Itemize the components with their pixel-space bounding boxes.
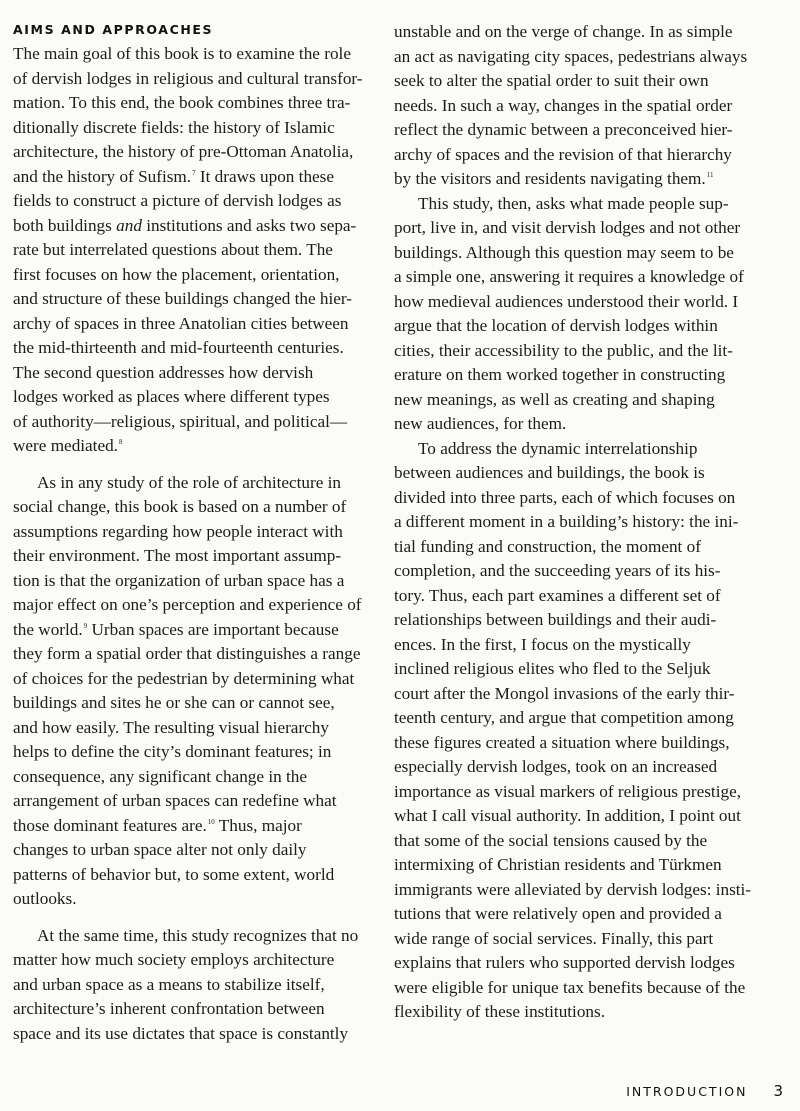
- line-text-after: Thus, major: [214, 815, 302, 835]
- line-text: new meanings, as well as creating and shaping: [394, 389, 715, 409]
- text-line: [394, 314, 786, 339]
- line-text: major effect on one’s perception and experience of: [13, 595, 362, 614]
- text-line: [394, 216, 786, 241]
- text-line: [394, 608, 786, 633]
- line-text: archy of spaces in three Anatolian cities between: [13, 313, 349, 333]
- line-text: The main goal of this book is to examine the role: [13, 44, 351, 63]
- text-line: [13, 495, 378, 520]
- line-text-after: Urban spaces are important because: [87, 619, 339, 639]
- line-text: consequence, any significant change in the: [13, 766, 307, 786]
- text-line: [13, 434, 378, 459]
- line-text: court after the Mongol invasions of the early thir-: [394, 683, 735, 703]
- line-text: matter how much society employs architecture: [13, 950, 335, 969]
- page-footer: [626, 1082, 783, 1100]
- line-text: ditionally discrete fields: the history of Islamic: [13, 117, 335, 137]
- text-line: [13, 789, 378, 814]
- line-text: divided into three parts, each of which focuses on: [394, 487, 736, 507]
- line-text: outlooks.: [13, 889, 77, 908]
- text-line: [13, 716, 378, 741]
- line-text: archy of spaces and the revision of that hierarchy: [394, 144, 732, 164]
- footnote-marker: 11: [706, 171, 714, 180]
- line-text: tion is that the organization of urban space has a: [13, 570, 345, 590]
- footnote-marker: 9: [83, 621, 88, 630]
- line-text-after: It draws upon these: [195, 166, 335, 186]
- line-text: teenth century, and argue that competition among: [394, 708, 734, 727]
- text-line: [13, 471, 378, 496]
- text-line: [394, 976, 786, 1001]
- line-text: and how easily. The resulting visual hierarchy: [13, 717, 329, 737]
- text-line: [394, 143, 786, 168]
- line-text: lodges worked as places where different types: [13, 387, 330, 406]
- footnote-marker: 7: [192, 168, 196, 177]
- line-text: the world.: [13, 619, 83, 639]
- right-column: [394, 20, 786, 1025]
- line-text: ences. In the first, I focus on the mystically: [394, 634, 691, 654]
- line-text: that some of the social tensions caused by the: [394, 830, 708, 850]
- text-line: [394, 951, 786, 976]
- line-text: inclined religious elites who fled to the Seljuk: [394, 659, 711, 678]
- line-text: a different moment in a building’s history: the ini-: [394, 512, 739, 531]
- line-text: rate but interrelated questions about them. The: [13, 240, 333, 259]
- text-line: [13, 1022, 378, 1047]
- text-line: [394, 853, 786, 878]
- line-text: erature on them worked together in constructing: [394, 365, 726, 384]
- paragraph-gap: [13, 912, 378, 924]
- line-text: wide range of social services. Finally, this part: [394, 928, 714, 948]
- text-line: [394, 682, 786, 707]
- text-line: [394, 1000, 786, 1025]
- text-line: [394, 45, 786, 70]
- text-line: [13, 691, 378, 716]
- line-text: space and its use dictates that space is constantly: [13, 1023, 349, 1043]
- line-text: helps to define the city’s dominant features; in: [13, 742, 332, 761]
- running-head: INTRODUCTION: [626, 1084, 748, 1099]
- section-heading: AIMS AND APPROACHES: [13, 22, 214, 37]
- text-line: [394, 902, 786, 927]
- text-line: [394, 584, 786, 609]
- text-line: [13, 948, 378, 973]
- text-line: [394, 878, 786, 903]
- line-text: were mediated.: [13, 436, 118, 455]
- text-line: [394, 192, 786, 217]
- line-text: argue that the location of dervish lodges within: [394, 316, 718, 335]
- line-text: The second question addresses how dervish: [13, 362, 314, 382]
- line-text: reflect the dynamic between a preconceived hier-: [394, 120, 733, 139]
- line-text: first focuses on how the placement, orientation,: [13, 264, 340, 284]
- line-text: port, live in, and visit dervish lodges and not other: [394, 218, 741, 237]
- text-line: [394, 265, 786, 290]
- left-column: [13, 20, 378, 1046]
- line-text: both buildings: [13, 215, 117, 235]
- line-text: patterns of behavior but, to some extent, world: [13, 864, 335, 884]
- text-line: [394, 118, 786, 143]
- text-line: [13, 263, 378, 288]
- text-line: [394, 780, 786, 805]
- text-line: [394, 388, 786, 413]
- text-line: [394, 437, 786, 462]
- text-line: [13, 593, 378, 618]
- paragraph-gap: [13, 459, 378, 471]
- text-line: [13, 997, 378, 1022]
- text-line: [394, 69, 786, 94]
- line-text: architecture, the history of pre-Ottoman Anatolia,: [13, 142, 354, 161]
- line-text: of authority—religious, spiritual, and political—: [13, 411, 348, 431]
- line-text: architecture’s inherent confrontation between: [13, 999, 325, 1018]
- text-line: [394, 706, 786, 731]
- line-text: buildings and sites he or she can or cannot see,: [13, 693, 335, 712]
- line-text: their environment. The most important assump-: [13, 546, 342, 565]
- text-line: [13, 520, 378, 545]
- text-line: [13, 410, 378, 435]
- text-line: [394, 363, 786, 388]
- line-text: and the history of Sufism.: [13, 166, 192, 186]
- text-line: [394, 94, 786, 119]
- line-text: what I call visual authority. In addition, I point out: [394, 806, 741, 825]
- line-text: those dominant features are.: [13, 815, 207, 835]
- line-text-after: institutions and asks two sepa-: [141, 215, 357, 235]
- text-line: [13, 814, 378, 839]
- line-text: especially dervish lodges, took on an increased: [394, 757, 718, 776]
- text-line: [13, 336, 378, 361]
- text-line: [394, 731, 786, 756]
- line-text: seek to alter the spatial order to suit their own: [394, 71, 709, 90]
- line-text: these figures created a situation where buildings,: [394, 732, 730, 752]
- text-line: [394, 657, 786, 682]
- line-text: of choices for the pedestrian by determining what: [13, 668, 355, 688]
- line-text: new audiences, for them.: [394, 414, 567, 433]
- line-text: As in any study of the role of architecture in: [37, 472, 342, 492]
- text-line: [394, 339, 786, 364]
- line-text: To address the dynamic interrelationship: [418, 438, 698, 458]
- line-text: relationships between buildings and their audi-: [394, 610, 717, 629]
- page-number: 3: [773, 1082, 783, 1100]
- line-text: flexibility of these institutions.: [394, 1002, 606, 1021]
- line-text: an act as navigating city spaces, pedestrians always: [394, 46, 748, 66]
- line-text: and structure of these buildings changed the hier-: [13, 289, 352, 308]
- line-text: cities, their accessibility to the public, and the lit-: [394, 340, 733, 360]
- line-text: mation. To this end, the book combines three tra-: [13, 93, 351, 112]
- text-line: [394, 461, 786, 486]
- line-text: and urban space as a means to stabilize itself,: [13, 974, 325, 994]
- line-text: buildings. Although this question may seem to be: [394, 242, 734, 262]
- text-line: [13, 569, 378, 594]
- footnote-marker: 8: [118, 438, 123, 447]
- text-line: [394, 559, 786, 584]
- text-line: [13, 863, 378, 888]
- text-line: [13, 140, 378, 165]
- text-line: [13, 214, 378, 239]
- line-text: the mid-thirteenth and mid-fourteenth centuries.: [13, 338, 344, 357]
- text-line: [13, 544, 378, 569]
- text-line: [13, 67, 378, 92]
- line-text: fields to construct a picture of dervish lodges as: [13, 191, 342, 210]
- text-line: [13, 924, 378, 949]
- line-text: social change, this book is based on a number of: [13, 497, 347, 516]
- text-line: [394, 412, 786, 437]
- text-line: [13, 667, 378, 692]
- text-line: [394, 804, 786, 829]
- line-text: completion, and the succeeding years of its his-: [394, 561, 721, 580]
- line-text: needs. In such a way, changes in the spatial order: [394, 95, 733, 115]
- text-line: [13, 765, 378, 790]
- text-line: [13, 887, 378, 912]
- text-line: [13, 618, 378, 643]
- line-text: tial funding and construction, the moment of: [394, 536, 701, 556]
- line-text: immigrants were alleviated by dervish lodges: insti-: [394, 879, 752, 899]
- text-line: [394, 535, 786, 560]
- line-text: by the visitors and residents navigating them.: [394, 169, 706, 188]
- text-line: [394, 290, 786, 315]
- line-text: importance as visual markers of religious prestige,: [394, 781, 741, 801]
- line-text: arrangement of urban spaces can redefine what: [13, 791, 337, 810]
- line-text: This study, then, asks what made people sup-: [418, 193, 729, 213]
- line-text: were eligible for unique tax benefits because of the: [394, 977, 746, 997]
- text-line: [394, 633, 786, 658]
- text-line: [13, 312, 378, 337]
- line-text: tory. Thus, each part examines a different set of: [394, 585, 721, 605]
- text-line: [13, 238, 378, 263]
- text-line: [394, 510, 786, 535]
- line-text: they form a spatial order that distinguishes a range: [13, 644, 361, 663]
- line-text: between audiences and buildings, the book is: [394, 463, 705, 482]
- line-text: unstable and on the verge of change. In as simple: [394, 22, 733, 41]
- text-line: [13, 116, 378, 141]
- text-line: [13, 91, 378, 116]
- text-line: [13, 385, 378, 410]
- text-line: [13, 165, 378, 190]
- line-text: explains that rulers who supported dervish lodges: [394, 953, 735, 972]
- emphasis: and: [116, 215, 142, 235]
- text-line: [394, 755, 786, 780]
- text-line: [13, 973, 378, 998]
- text-line: [394, 486, 786, 511]
- line-text: At the same time, this study recognizes that no: [37, 925, 359, 945]
- text-line: [13, 287, 378, 312]
- line-text: a simple one, answering it requires a knowledge of: [394, 267, 744, 286]
- text-line: [13, 42, 378, 67]
- line-text: assumptions regarding how people interact with: [13, 521, 343, 541]
- text-line: [13, 642, 378, 667]
- text-line: [13, 740, 378, 765]
- line-text: of dervish lodges in religious and cultural transfor-: [13, 68, 363, 88]
- line-text: intermixing of Christian residents and Türkmen: [394, 855, 722, 874]
- text-line: [394, 927, 786, 952]
- text-line: [394, 20, 786, 45]
- text-line: [13, 361, 378, 386]
- line-text: how medieval audiences understood their world. I: [394, 291, 739, 311]
- line-text: changes to urban space alter not only daily: [13, 840, 307, 859]
- text-line: [394, 241, 786, 266]
- text-line: [394, 167, 786, 192]
- text-line: [13, 189, 378, 214]
- footnote-marker: 10: [207, 817, 215, 826]
- text-line: [394, 829, 786, 854]
- line-text: tutions that were relatively open and provided a: [394, 904, 722, 923]
- text-line: [13, 838, 378, 863]
